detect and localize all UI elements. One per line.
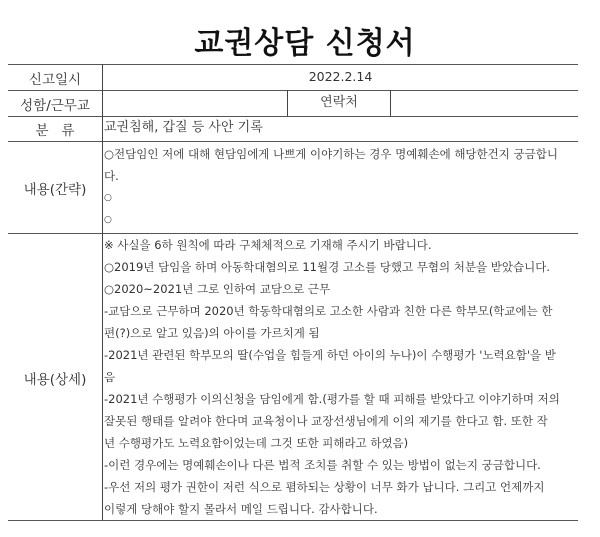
summary-line: ○전담임인 저에 대해 현담임에게 나쁘게 이야기하는 경우 명예훼손에 해당한건지 궁금합니 bbox=[104, 147, 558, 161]
column-divider bbox=[102, 64, 103, 520]
detail-line: 잘못된 행태를 알려야 한다며 교육청이나 교장선생님에게 이의 제기를 한다고 함. 또한 작 bbox=[104, 414, 548, 428]
detail-content[interactable] bbox=[104, 234, 576, 520]
contact-value[interactable] bbox=[391, 91, 578, 116]
summary-line: 다. bbox=[104, 169, 119, 183]
detail-line: -교담으로 근무하며 2020년 학동학대혐의로 고소한 사람과 친한 다른 학부모(학교에는 한 bbox=[104, 304, 553, 318]
row-divider bbox=[8, 116, 578, 117]
table-bottom-border bbox=[8, 520, 578, 521]
summary-label: 내용(간략) bbox=[23, 182, 87, 198]
detail-line: ○2019년 담임을 하며 아동학대혐의로 11월경 고소를 당했고 무혐의 처분을 받았습니다. bbox=[104, 260, 550, 274]
document-title: 교권상담 신청서 bbox=[194, 26, 416, 61]
detail-line: -우선 저의 평가 권한이 저런 식으로 폄하되는 상황이 너무 화가 납니다. 그리고 언제까지 bbox=[104, 480, 545, 494]
summary-content[interactable] bbox=[104, 143, 576, 231]
detail-line: 년 수행평가도 노력요함이었는데 그것 또한 피해라고 하였음) bbox=[104, 436, 409, 450]
summary-line: ○ bbox=[104, 193, 112, 203]
detail-line: -2021년 수행평가 이의신청을 담임에게 함.(평가를 할 때 피해를 받았다고 이야기하며 저의 bbox=[104, 392, 560, 406]
detail-line: -이런 경우에는 명예훼손이나 다른 법적 조치를 취할 수 있는 방법이 없는지 궁금합니다. bbox=[104, 458, 541, 472]
row-divider bbox=[8, 141, 578, 142]
name-school-value[interactable] bbox=[103, 91, 287, 116]
contact-label: 연락처 bbox=[320, 95, 358, 110]
name-school-label: 성함/근무교 bbox=[20, 98, 90, 114]
summary-line: ○ bbox=[104, 215, 112, 225]
detail-line: 이렇게 당해야 할지 몰라서 메일 드립니다. 감사합니다. bbox=[104, 502, 378, 516]
detail-line: ○2020~2021년 그로 인하여 교담으로 근무 bbox=[104, 282, 331, 296]
report-date-label: 신고일시 bbox=[28, 72, 82, 88]
category-label: 분 류 bbox=[35, 123, 75, 139]
category-value[interactable]: 교권침해, 갑질 등 사안 기록 bbox=[104, 120, 263, 135]
detail-line: -2021년 관련된 학부모의 딸(수업을 힘들게 하던 아이의 누나)이 수행평가 '노력요함'을 받 bbox=[104, 348, 556, 362]
detail-line: 음 bbox=[104, 370, 116, 384]
detail-label: 내용(상세) bbox=[23, 372, 87, 388]
detail-line: ※ 사실을 6하 원칙에 따라 구체체적으로 기재해 주시기 바랍니다. bbox=[104, 238, 432, 252]
report-date-value[interactable]: 2022.2.14 bbox=[308, 69, 373, 84]
detail-line: 편(?)으로 알고 있음)의 아이를 가르치게 됨 bbox=[104, 326, 320, 340]
